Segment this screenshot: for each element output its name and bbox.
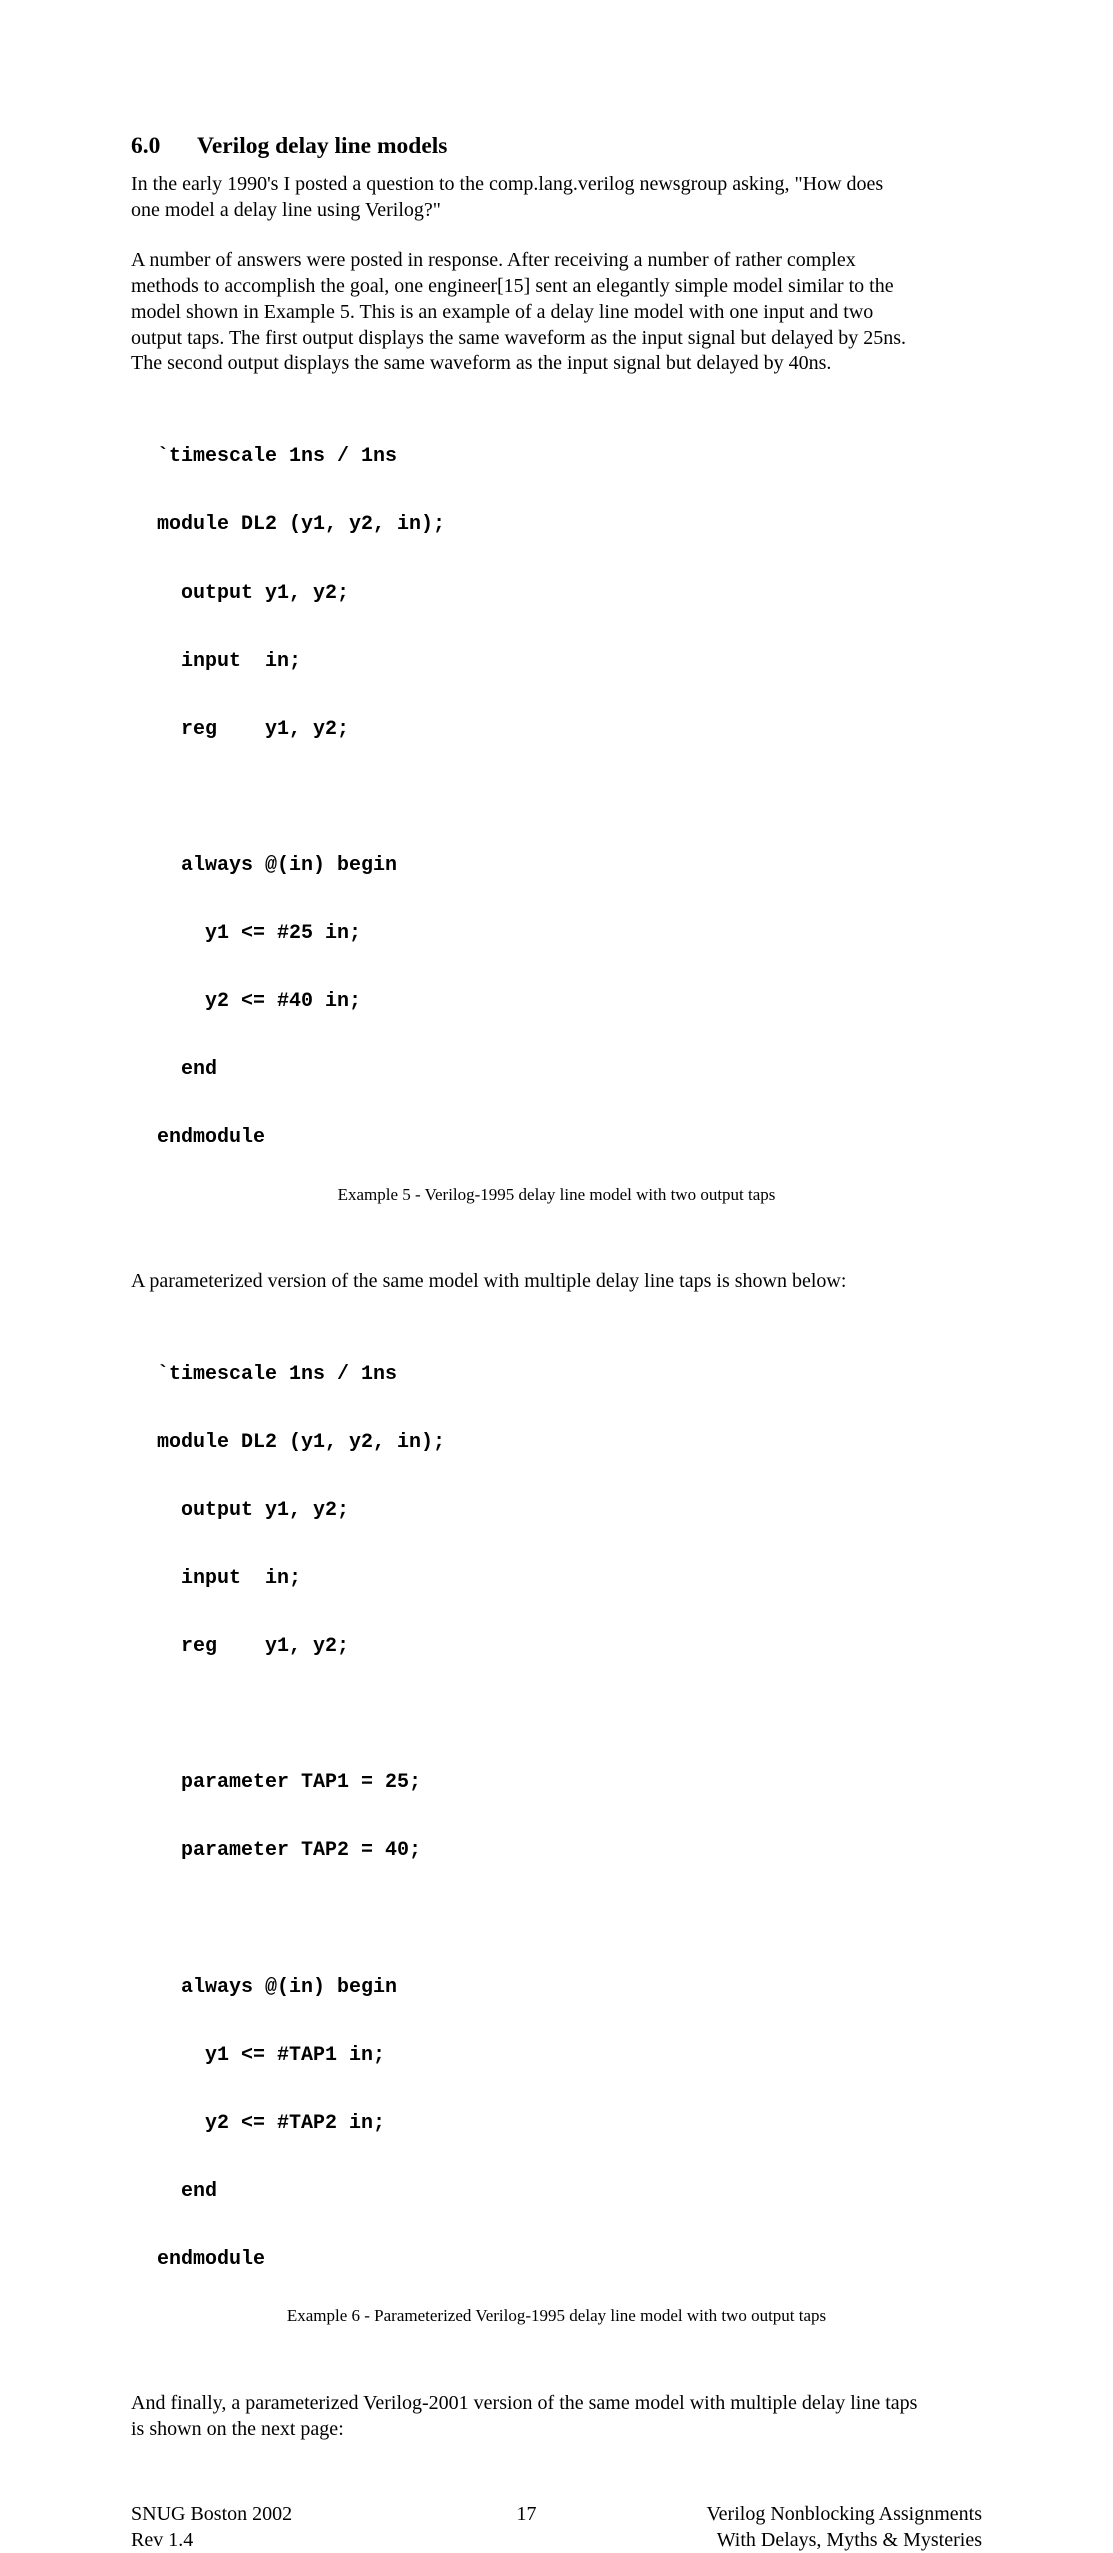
code-line: always @(in) begin — [157, 1975, 398, 1999]
code-line: parameter TAP2 = 40; — [157, 1839, 422, 1863]
code-line: output y1, y2; — [157, 581, 350, 605]
footer-right — [622, 2501, 982, 2553]
text-line: The second output displays the same waveform as the input signal but delayed by 40ns. — [131, 352, 832, 375]
code-line: module DL2 (y1, y2, in); — [157, 1430, 446, 1454]
code-line: reg y1, y2; — [157, 1635, 350, 1659]
text-line: model shown in Example 5. This is an example of a delay line model with one input and two — [131, 300, 874, 323]
code-line: always @(in) begin — [157, 853, 398, 877]
footer-center — [467, 2501, 587, 2527]
footer-title-line: Verilog Nonblocking Assignments — [706, 2502, 982, 2525]
code-line: `timescale 1ns / 1ns — [157, 445, 398, 469]
code-line: input in; — [157, 649, 302, 673]
page-number: 17 — [516, 2502, 537, 2525]
paragraph-parameterized — [131, 1269, 982, 1295]
code-example-5 — [157, 401, 982, 1173]
footer-conference: SNUG Boston 2002 — [131, 2502, 293, 2525]
text-line: is shown on the next page: — [131, 2418, 344, 2441]
footer-left — [131, 2501, 431, 2553]
code-line: endmodule — [157, 1126, 266, 1150]
text-line: In the early 1990's I posted a question to the comp.lang.verilog newsgroup asking, "How does — [131, 173, 884, 195]
text-line: And finally, a parameterized Verilog-2001 version of the same model with multiple delay line taps — [131, 2392, 918, 2415]
footer-revision: Rev 1.4 — [131, 2528, 194, 2551]
code-line: y1 <= #TAP1 in; — [157, 2043, 386, 2067]
code-line — [157, 1704, 982, 1727]
text-line: A parameterized version of the same model with multiple delay line taps is shown below: — [131, 1269, 847, 1292]
code-example-6 — [157, 1318, 982, 2294]
code-line: endmodule — [157, 2247, 266, 2271]
section-heading — [131, 132, 982, 160]
text-line: methods to accomplish the goal, one engineer[15] sent an elegantly simple model similar to the — [131, 275, 894, 298]
code-line: y1 <= #25 in; — [157, 921, 362, 945]
section-title: Verilog delay line models — [197, 133, 448, 159]
text-line: A number of answers were posted in response. After receiving a number of rather complex — [131, 249, 856, 272]
footer-title-line: With Delays, Myths & Mysteries — [716, 2528, 982, 2551]
code-line: `timescale 1ns / 1ns — [157, 1362, 398, 1386]
code-line: reg y1, y2; — [157, 717, 350, 741]
code-line: end — [157, 1058, 218, 1082]
page-footer — [131, 2501, 982, 2553]
code-line — [157, 787, 982, 810]
caption-example-5: Example 5 - Verilog-1995 delay line model with two output taps — [337, 1184, 776, 1204]
text-line: one model a delay line using Verilog?" — [131, 198, 441, 221]
code-line: output y1, y2; — [157, 1498, 350, 1522]
code-line: y2 <= #40 in; — [157, 990, 362, 1014]
code-line: y2 <= #TAP2 in; — [157, 2111, 386, 2135]
section-number: 6.0 — [131, 133, 161, 159]
paragraph-answers — [131, 248, 982, 377]
code-line: parameter TAP1 = 25; — [157, 1771, 422, 1795]
text-line: output taps. The first output displays the same waveform as the input signal but delayed by 25ns. — [131, 326, 907, 349]
code-line — [157, 1909, 982, 1932]
paragraph-intro — [131, 172, 982, 223]
code-line: module DL2 (y1, y2, in); — [157, 513, 446, 537]
paragraph-finally — [131, 2391, 982, 2442]
code-line: input in; — [157, 1567, 302, 1591]
code-line: end — [157, 2179, 218, 2203]
caption-example-6: Example 6 - Parameterized Verilog-1995 delay line model with two output taps — [286, 2306, 827, 2326]
